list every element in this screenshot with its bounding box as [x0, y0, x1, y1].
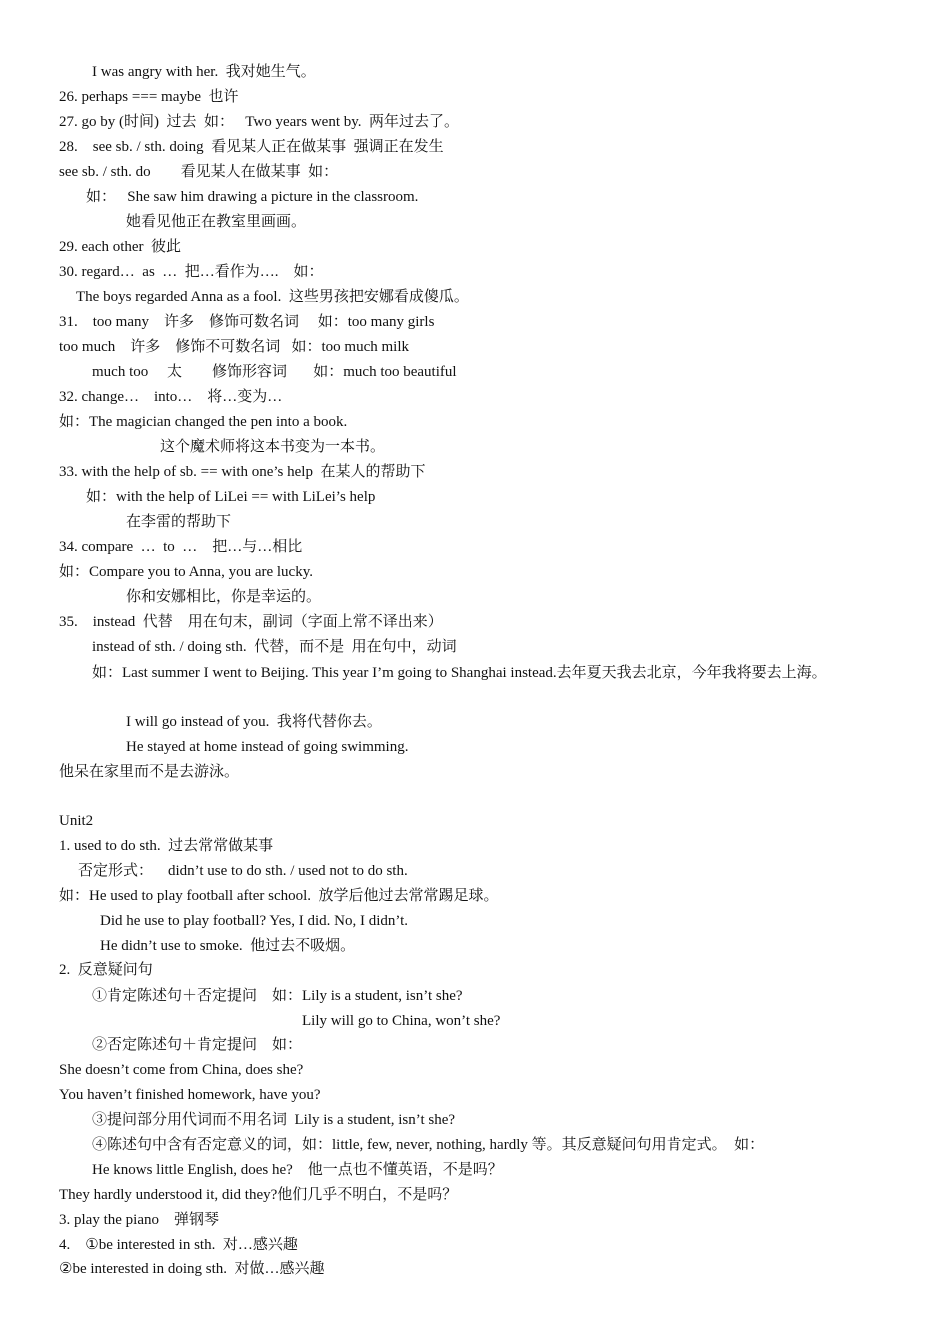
text-line: 28. see sb. / sth. doing 看见某人正在做某事 强调正在发生	[59, 139, 444, 155]
text-line: too much 许多 修饰不可数名词 如：too much milk	[59, 339, 409, 355]
text-line: ①肯定陈述句＋否定提问 如：Lily is a student, isn’t she?	[92, 988, 463, 1004]
text-line: He didn’t use to smoke. 他过去不吸烟。	[100, 938, 356, 954]
text-line: He knows little English, does he? 他一点也不懂英语，不是吗？	[92, 1162, 503, 1178]
text-line: I was angry with her. 我对她生气。	[92, 64, 316, 80]
text-line: ③提问部分用代词而不用名词 Lily is a student, isn’t she?	[92, 1112, 456, 1128]
text-line: 29. each other 彼此	[59, 239, 182, 255]
text-line: instead of sth. / doing sth. 代替，而不是 用在句中，动词	[92, 639, 457, 655]
text-line: 这个魔术师将这本书变为一本书。	[160, 439, 386, 455]
text-line: 26. perhaps === maybe 也许	[59, 89, 239, 105]
text-line: 31. too many 许多 修饰可数名词 如：too many girls	[59, 314, 435, 330]
text-line: 34. compare … to … 把…与…相比	[59, 539, 303, 555]
text-line: ②否定陈述句＋肯定提问 如：	[92, 1037, 303, 1053]
text-line: 如：The magician changed the pen into a book.	[59, 414, 348, 430]
text-line: You haven’t finished homework, have you?	[59, 1087, 321, 1103]
text-line: Did he use to play football? Yes, I did. No, I didn’t.	[100, 913, 409, 929]
text-line: She doesn’t come from China, does she?	[59, 1062, 304, 1078]
text-line: 2. 反意疑问句	[59, 962, 153, 978]
text-line: The boys regarded Anna as a fool. 这些男孩把安娜看成傻瓜。	[76, 289, 469, 305]
text-line: 否定形式： didn’t use to do sth. / used not to do sth.	[78, 863, 408, 879]
text-line: 你和安娜相比，你是幸运的。	[126, 589, 322, 605]
text-line: I will go instead of you. 我将代替你去。	[126, 714, 382, 730]
text-line: 如：with the help of LiLei == with LiLei’s help	[86, 489, 376, 505]
text-line: They hardly understood it, did they?他们几乎不明白，不是吗？	[59, 1187, 458, 1203]
text-line: much too 太 修饰形容词 如：much too beautiful	[92, 364, 457, 380]
text-line: ②be interested in doing sth. 对做…感兴趣	[59, 1261, 325, 1277]
text-line: see sb. / sth. do 看见某人在做某事 如：	[59, 164, 339, 180]
text-line: 30. regard… as … 把…看作为…. 如：	[59, 264, 324, 280]
text-line: 如： She saw him drawing a picture in the classroom.	[86, 189, 419, 205]
text-line: 27. go by (时间) 过去 如： Two years went by. 两年过去了。	[59, 114, 460, 130]
unit-heading: Unit2	[59, 813, 94, 829]
text-line: He stayed at home instead of going swimming.	[126, 739, 409, 755]
text-line: Lily will go to China, won’t she?	[302, 1013, 501, 1029]
text-line: 4. ①be interested in sth. 对…感兴趣	[59, 1237, 298, 1253]
text-line: 3. play the piano 弹钢琴	[59, 1212, 219, 1228]
text-line: 他呆在家里而不是去游泳。	[59, 764, 240, 780]
text-line: 如：Compare you to Anna, you are lucky.	[59, 564, 313, 580]
text-line: 在李雷的帮助下	[126, 514, 232, 530]
text-line: 33. with the help of sb. == with one’s help 在某人的帮助下	[59, 464, 426, 480]
text-line: ④陈述句中含有否定意义的词，如：little, few, never, nothing, hardly 等。其反意疑问句用肯定式。 如：	[92, 1137, 765, 1153]
text-line: 如：He used to play football after school. 放学后他过去常常踢足球。	[59, 888, 499, 904]
text-line: 35. instead 代替 用在句末，副词（字面上常不译出来）	[59, 614, 443, 630]
text-line: 她看见他正在教室里画画。	[126, 214, 307, 230]
text-line: 1. used to do sth. 过去常常做某事	[59, 838, 274, 854]
text-line: 32. change… into… 将…变为…	[59, 389, 283, 405]
text-paragraph: 如：Last summer I went to Beijing. This year I’m going to Shanghai instead.去年夏天我去北京，今年我将要去上海。	[92, 665, 827, 681]
